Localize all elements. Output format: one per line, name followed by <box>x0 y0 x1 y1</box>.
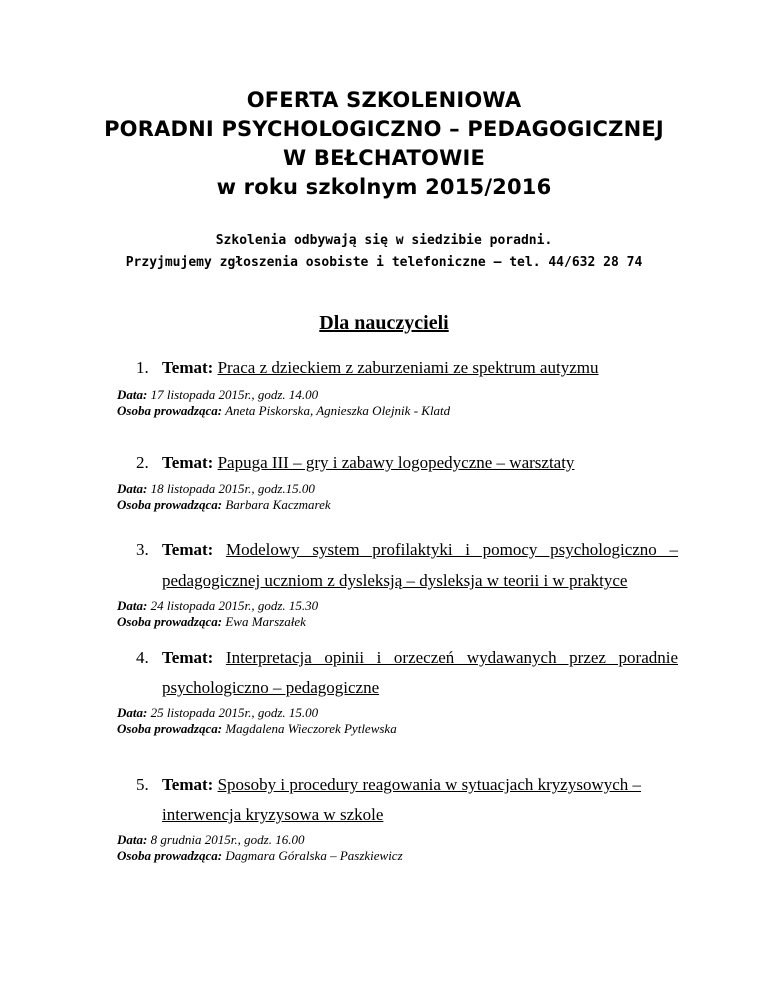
header-title-line-3: W BEŁCHATOWIE <box>282 146 486 170</box>
header-title-line-4: w roku szkolnym 2015/2016 <box>216 175 552 199</box>
date-label: Data: <box>117 598 148 613</box>
training-3-date <box>117 598 318 614</box>
leader-value: Aneta Piskorska, Agnieszka Olejnik - Klatd <box>225 403 451 418</box>
topic-text-continued: psychologiczno – pedagogiczne <box>162 678 380 697</box>
leader-value: Ewa Marszałek <box>225 614 306 629</box>
training-number: 4. <box>136 648 149 667</box>
date-value: 24 listopada 2015r., godz. 15.30 <box>150 598 319 613</box>
topic-text: Modelowy system profilaktyki i pomocy psychologiczno – <box>226 540 679 559</box>
training-topic-line <box>162 775 641 795</box>
leader-label: Osoba prowadząca: <box>117 848 223 863</box>
topic-text-continued: interwencja kryzysowa w szkole <box>162 805 384 824</box>
training-4-date <box>117 705 318 721</box>
date-value: 18 listopada 2015r., godz.15.00 <box>150 481 315 496</box>
info-line-1: Szkolenia odbywają się w siedzibie poradni. <box>215 233 553 248</box>
training-2-date <box>117 481 315 497</box>
training-1-date <box>117 387 318 403</box>
topic-text-continued: pedagogicznej uczniom z dysleksją – dysleksja w teorii i w praktyce <box>162 571 628 590</box>
date-label: Data: <box>117 705 148 720</box>
topic-text: Sposoby i procedury reagowania w sytuacjach kryzysowych – <box>217 775 642 794</box>
topic-text: Interpretacja opinii i orzeczeń wydawanych przez poradnie <box>225 648 679 667</box>
topic-label: Temat: <box>162 453 214 472</box>
training-topic-line <box>162 453 574 473</box>
training-number: 5. <box>136 775 149 794</box>
info-line-2: Przyjmujemy zgłoszenia osobiste i telefoniczne – tel. 44/632 28 74 <box>125 255 643 270</box>
topic-label: Temat: <box>162 648 214 667</box>
training-number: 2. <box>136 453 149 472</box>
date-value: 8 grudnia 2015r., godz. 16.00 <box>150 832 305 847</box>
date-value: 25 listopada 2015r., godz. 15.00 <box>150 705 319 720</box>
header-title-line-2: PORADNI PSYCHOLOGICZNO – PEDAGOGICZNEJ <box>104 117 664 141</box>
training-5-date <box>117 832 304 848</box>
training-5-leader <box>117 848 403 864</box>
training-number: 3. <box>136 540 149 559</box>
topic-label: Temat: <box>162 540 214 559</box>
training-number: 1. <box>136 358 149 377</box>
leader-label: Osoba prowadząca: <box>117 614 223 629</box>
training-4-leader <box>117 721 397 737</box>
topic-label: Temat: <box>162 358 214 377</box>
date-label: Data: <box>117 832 148 847</box>
leader-label: Osoba prowadząca: <box>117 403 223 418</box>
topic-text: Praca z dzieckiem z zaburzeniami ze spektrum autyzmu <box>217 358 599 377</box>
date-label: Data: <box>117 387 148 402</box>
date-value: 17 listopada 2015r., godz. 14.00 <box>150 387 319 402</box>
leader-label: Osoba prowadząca: <box>117 497 223 512</box>
leader-label: Osoba prowadząca: <box>117 721 223 736</box>
leader-value: Magdalena Wieczorek Pytlewska <box>225 721 397 736</box>
training-topic-line <box>162 358 598 378</box>
leader-value: Barbara Kaczmarek <box>225 497 331 512</box>
header-title-line-1: OFERTA SZKOLENIOWA <box>246 88 522 112</box>
training-2-leader <box>117 497 331 513</box>
training-topic-line <box>162 648 678 668</box>
leader-value: Dagmara Góralska – Paszkiewicz <box>225 848 403 863</box>
date-label: Data: <box>117 481 148 496</box>
section-title: Dla nauczycieli <box>319 312 449 334</box>
training-topic-line <box>162 540 678 560</box>
training-1-leader <box>117 403 450 419</box>
training-3-leader <box>117 614 306 630</box>
topic-text: Papuga III – gry i zabawy logopedyczne – warsztaty <box>217 453 575 472</box>
topic-label: Temat: <box>162 775 214 794</box>
